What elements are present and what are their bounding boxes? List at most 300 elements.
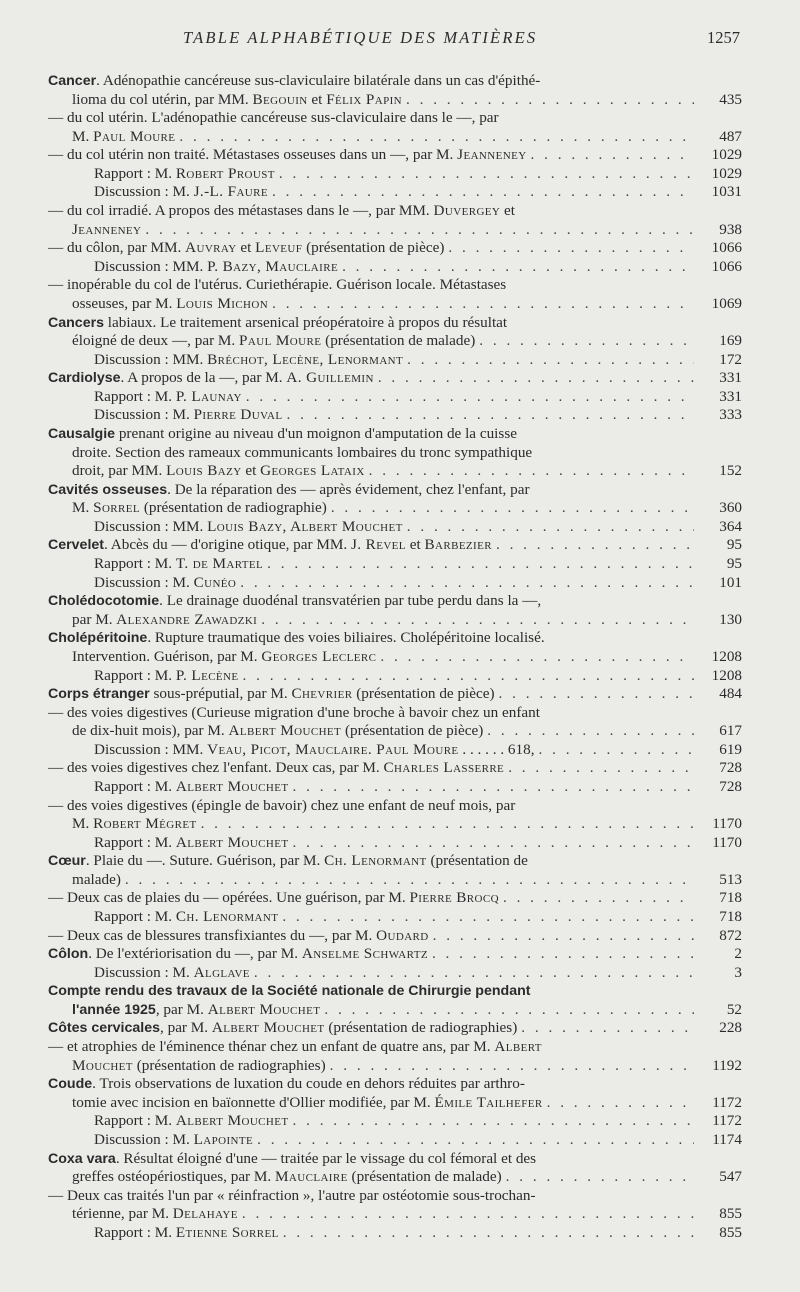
entry-text [48, 1187, 536, 1204]
entry-run: Intervention. Guérison, par M. [72, 647, 262, 665]
index-line [48, 685, 742, 704]
entry-headword: Cervelet [48, 537, 104, 554]
entry-run: M. [72, 815, 94, 833]
entry-text [72, 332, 475, 351]
index-line [48, 1187, 742, 1206]
entry-run: malade) [72, 870, 121, 888]
entry-text [72, 722, 483, 741]
dot-leader [246, 388, 694, 407]
entry-text [94, 834, 289, 853]
page-reference: 1172 [712, 1112, 742, 1130]
entry-run: — Deux cas de blessures transfixiantes du —, par M. [48, 926, 377, 944]
entry-run: . Rupture traumatique des voies biliaires. Cholépéritoine localisé. [147, 629, 545, 647]
entry-text [72, 611, 257, 630]
dot-leader [240, 574, 694, 593]
dot-leader [506, 1168, 694, 1187]
author-name: Lapointe [193, 1130, 254, 1148]
entry-run: Discussion : M. [94, 1130, 194, 1148]
index-line [48, 1168, 742, 1187]
author-name: Auvray [185, 239, 237, 257]
index-line [48, 239, 742, 258]
dot-leader [324, 1001, 694, 1020]
dot-leader [279, 165, 694, 184]
entry-run: — du col irradié. A propos des métastases dans le —, par MM. [48, 202, 434, 220]
page-reference: 718 [719, 908, 742, 926]
page-reference: 872 [719, 926, 742, 944]
entry-text [72, 221, 141, 240]
dot-leader [261, 611, 694, 630]
entry-run: sous-préputial, par M. [149, 685, 292, 703]
author-name: Leveuf [255, 239, 303, 257]
entry-run: Discussion : MM. [94, 350, 208, 368]
entry-run: . A propos de la —, par M. [120, 369, 287, 387]
index-line [48, 815, 742, 834]
index-line [48, 1001, 742, 1020]
entry-run: (présentation de radiographie) [140, 499, 327, 517]
entry-run: de dix-huit mois), par M. [72, 722, 229, 740]
entry-run: et [241, 462, 261, 480]
index-line [48, 592, 742, 611]
entry-text [72, 871, 121, 890]
author-name: Félix Papin [326, 90, 402, 108]
page-reference: 331 [719, 369, 742, 387]
index-line [48, 425, 742, 444]
index-line [48, 518, 742, 537]
entry-text [94, 351, 403, 370]
index-line [48, 982, 742, 1001]
index-line [48, 778, 742, 797]
page-reference: 1208 [711, 647, 742, 665]
author-name: P. Bazy, Mauclaire [207, 257, 339, 275]
dot-leader [267, 555, 694, 574]
index-line [48, 722, 742, 741]
entry-run: (présentation de radiographies) [324, 1019, 518, 1037]
index-line [48, 295, 742, 314]
index-line [48, 852, 742, 871]
entry-text [72, 499, 327, 518]
dot-leader [479, 332, 694, 351]
author-name: Louis Michon [176, 294, 269, 312]
entry-headword: Compte rendu des travaux de la Société nationale de Chirurgie pendant [48, 983, 531, 1000]
entry-headword: Cardiolyse [48, 370, 121, 387]
entry-text [48, 239, 444, 258]
page-reference: 513 [719, 870, 742, 888]
entry-run: Discussion : MM. [94, 517, 208, 535]
author-name: Albert Mouchet [175, 833, 289, 851]
entry-headword: Coxa vara [48, 1150, 116, 1167]
page-reference: 619 [719, 740, 742, 758]
page-reference: 435 [719, 90, 742, 108]
dot-leader [432, 945, 694, 964]
entry-run: Discussion : M. [94, 406, 194, 424]
author-name: Albert Mouchet [207, 1000, 321, 1018]
index-line [48, 964, 742, 983]
index-line [48, 871, 742, 890]
entry-run: , par M. [155, 1000, 208, 1018]
index-line [48, 388, 742, 407]
entry-text [72, 1001, 320, 1020]
index-line [48, 648, 742, 667]
author-name: Anselme Schwartz [301, 945, 428, 963]
author-name: Oudard [376, 926, 429, 944]
entry-run: Rapport : M. [94, 555, 176, 573]
author-name: Chevrier [291, 685, 353, 703]
entry-text [94, 258, 338, 277]
entry-run: . Résultat éloigné d'une — traitée par le vissage du col fémoral et des [115, 1149, 537, 1167]
author-name: Albert Mouchet [175, 1112, 289, 1130]
index-line [48, 1112, 742, 1131]
entry-text [48, 369, 374, 388]
author-name: Georges Leclerc [261, 647, 377, 665]
dot-leader [254, 964, 694, 983]
entry-run: M. [72, 127, 94, 145]
entry-text [48, 109, 499, 126]
dot-leader [282, 908, 694, 927]
dot-leader [531, 146, 694, 165]
entry-headword: Cancer [48, 73, 97, 89]
dot-leader [330, 1057, 694, 1076]
entry-run: et [236, 239, 256, 257]
author-name: Robert Proust [175, 164, 275, 182]
index-line [48, 332, 742, 351]
entry-headword: Coude [48, 1076, 93, 1093]
author-name: Robert Mégret [93, 815, 197, 833]
entry-run: — du côlon, par MM. [48, 239, 186, 257]
author-name: Bréchot, Lecène, Lenormant [207, 350, 404, 368]
author-name: Ch. Lenormant [175, 908, 279, 926]
entry-text [94, 183, 268, 202]
entry-run: droite. Section des rameaux communicants lombaires du tronc sympathique [72, 443, 533, 461]
entry-text [94, 964, 250, 983]
entry-text [72, 295, 268, 314]
entry-text [48, 982, 530, 999]
dot-leader [547, 1094, 694, 1113]
entry-run: tomie avec incision en baïonnette d'Ollier modifiée, par M. [72, 1093, 435, 1111]
dot-leader [508, 759, 694, 778]
entry-text [48, 276, 506, 293]
dot-leader [407, 518, 694, 537]
index-line [48, 314, 742, 333]
entry-run: Rapport : M. [94, 908, 176, 926]
page-reference: 52 [726, 1000, 742, 1018]
dot-leader [145, 221, 694, 240]
author-name: Louis Bazy, Albert Mouchet [207, 517, 403, 535]
author-name: Etienne Sorrel [175, 1223, 279, 1241]
page-reference: 95 [726, 555, 742, 573]
entry-text [48, 685, 495, 704]
entry-text [48, 629, 545, 646]
entry-run: M. [72, 499, 94, 517]
author-name: Ch. Lenormant [324, 852, 427, 870]
index-line [48, 109, 742, 128]
entry-run: labiaux. Le traitement arsenical préopératoire à propos du résultat [104, 313, 508, 331]
page-reference: 1069 [711, 294, 742, 312]
entry-run: Discussion : M. [94, 573, 194, 591]
index-line [48, 72, 742, 91]
entry-run: greffes ostéopériostiques, par M. [72, 1168, 276, 1186]
page-reference: 360 [719, 499, 742, 517]
entry-text [72, 1057, 326, 1076]
dot-leader [499, 685, 694, 704]
entry-run: . Abcès du — d'origine otique, par MM. [104, 536, 351, 554]
entry-text [94, 667, 239, 686]
header-page-number: 1257 [707, 28, 740, 47]
entry-headword: Cholépéritoine [48, 630, 148, 647]
author-name: Mouchet [72, 1056, 133, 1074]
page-reference: 1029 [711, 164, 742, 182]
index-line [48, 927, 742, 946]
index-line [48, 462, 742, 481]
entry-run: . De l'extériorisation du —, par M. [88, 945, 302, 963]
page-reference: 938 [719, 220, 742, 238]
entry-text [48, 1150, 536, 1167]
entry-run: et [500, 202, 516, 220]
entry-text [72, 128, 175, 147]
index-line [48, 834, 742, 853]
dot-leader [293, 1112, 695, 1131]
dot-leader [179, 128, 694, 147]
entry-text [72, 648, 376, 667]
dot-leader [257, 1131, 694, 1150]
author-name: Mauclaire [275, 1168, 348, 1186]
entry-text [94, 388, 242, 407]
entry-text [48, 1038, 542, 1055]
author-name: Barbezier [424, 536, 492, 554]
entry-text [48, 889, 499, 908]
entry-run: (présentation de [426, 852, 528, 870]
author-name: Cunéo [193, 573, 237, 591]
index-line [48, 183, 742, 202]
entry-text [94, 165, 275, 184]
author-name: Jeanneney [72, 220, 142, 238]
index-entries [48, 72, 742, 1242]
index-line [48, 369, 742, 388]
page-reference: 95 [726, 536, 742, 554]
entry-run: . . . . . . 618, [458, 740, 535, 758]
index-line [48, 406, 742, 425]
entry-run: (présentation de malade) [347, 1168, 502, 1186]
index-line [48, 536, 742, 555]
page-reference: 1192 [712, 1056, 742, 1074]
page-reference: 172 [719, 350, 742, 368]
index-line [48, 1205, 742, 1224]
entry-run: (présentation de radiographies) [132, 1056, 326, 1074]
dot-leader [293, 834, 695, 853]
author-name: Louis Bazy [166, 462, 242, 480]
page-reference: 1066 [711, 257, 742, 275]
index-line [48, 1224, 742, 1243]
index-line [48, 481, 742, 500]
page-reference: 152 [719, 462, 742, 480]
index-line [48, 1019, 742, 1038]
page-reference: 484 [719, 685, 742, 703]
page-reference: 1029 [711, 146, 742, 164]
index-line [48, 202, 742, 221]
entry-run: Discussion : M. [94, 963, 194, 981]
index-line [48, 741, 742, 760]
author-name: T. de Martel [175, 555, 264, 573]
entry-run: osseuses, par M. [72, 294, 177, 312]
dot-leader [243, 667, 694, 686]
entry-text [48, 945, 428, 964]
author-name: Albert Mouchet [211, 1019, 325, 1037]
author-name: J.-L. Faure [193, 183, 269, 201]
page-reference: 331 [719, 387, 742, 405]
entry-run: — du col utérin non traité. Métastases osseuses dans un —, par M. [48, 146, 458, 164]
page-reference: 855 [719, 1223, 742, 1241]
entry-text [94, 518, 403, 537]
entry-text [94, 555, 263, 574]
entry-headword: Côtes cervicales [48, 1020, 160, 1037]
page-reference: 1066 [711, 239, 742, 257]
dot-leader [342, 258, 694, 277]
dot-leader [272, 183, 694, 202]
entry-headword: Cavités osseuses [48, 481, 168, 498]
entry-text [48, 759, 504, 778]
page-reference: 1170 [712, 815, 742, 833]
dot-leader [503, 889, 694, 908]
author-name: P. Lecène [175, 666, 239, 684]
author-name: Georges Lataix [260, 462, 365, 480]
entry-run: — Deux cas de plaies du — opérées. Une guérison, par M. [48, 889, 410, 907]
entry-text [72, 91, 402, 110]
entry-run: Rapport : M. [94, 164, 176, 182]
entry-run: Rapport : M. [94, 387, 176, 405]
entry-run: Rapport : M. [94, 1112, 176, 1130]
entry-text [48, 592, 541, 609]
entry-run: — des voies digestives chez l'enfant. Deux cas, par M. [48, 759, 384, 777]
page-reference: 728 [719, 759, 742, 777]
entry-run: Discussion : M. [94, 183, 194, 201]
entry-run: Rapport : M. [94, 777, 176, 795]
entry-run: Rapport : M. [94, 833, 176, 851]
entry-run: . Adénopathie cancéreuse sus-claviculaire bilatérale dans un cas d'épithé- [96, 72, 541, 89]
entry-headword: Côlon [48, 946, 89, 963]
dot-leader [406, 91, 694, 110]
index-line [48, 1150, 742, 1169]
page-reference: 718 [719, 889, 742, 907]
index-line [48, 258, 742, 277]
index-line [48, 1057, 742, 1076]
index-line [48, 945, 742, 964]
entry-text [94, 574, 236, 593]
entry-text [48, 202, 515, 219]
dot-leader [487, 722, 694, 741]
page-reference: 101 [719, 573, 742, 591]
entry-text [48, 481, 530, 498]
index-line [48, 146, 742, 165]
author-name: Jeanneney [457, 146, 527, 164]
entry-text [72, 462, 365, 481]
index-line [48, 276, 742, 295]
entry-run: (présentation de pièce) [302, 239, 445, 257]
entry-run: — inopérable du col de l'utérus. Curiethérapie. Guérison locale. Métastases [48, 276, 507, 294]
entry-run: prenant origine au niveau d'un moignon d'amputation de la cuisse [115, 424, 517, 442]
page-reference: 228 [719, 1019, 742, 1037]
entry-run: (présentation de pièce) [341, 722, 484, 740]
dot-leader [272, 295, 694, 314]
dot-leader [378, 369, 694, 388]
dot-leader [448, 239, 694, 258]
index-line [48, 629, 742, 648]
header-title: TABLE ALPHABÉTIQUE DES MATIÈRES [183, 28, 538, 47]
author-name: Duvergey [433, 202, 501, 220]
entry-text [94, 1131, 253, 1150]
entry-text [48, 927, 429, 946]
index-line [48, 667, 742, 686]
entry-text [48, 314, 507, 331]
author-name: Albert [494, 1038, 542, 1056]
dot-leader [539, 741, 695, 760]
author-name: Delahaye [172, 1205, 238, 1223]
entry-text [94, 1112, 289, 1131]
index-line [48, 165, 742, 184]
author-name: Veau, Picot, Mauclaire. Paul Moure [207, 740, 459, 758]
author-name: Émile Tailhefer [434, 1093, 543, 1111]
index-line [48, 128, 742, 147]
entry-run: — Deux cas traités l'un par « réinfraction », l'autre par ostéotomie sous-trochan- [48, 1186, 536, 1204]
dot-leader [242, 1205, 694, 1224]
page-reference: 1170 [712, 833, 742, 851]
entry-run: Rapport : M. [94, 1223, 176, 1241]
author-name: Charles Lasserre [383, 759, 505, 777]
page-reference: 855 [719, 1205, 742, 1223]
entry-run: lioma du col utérin, par MM. [72, 90, 253, 108]
page-reference: 3 [734, 963, 742, 981]
index-line [48, 611, 742, 630]
page-reference: 169 [719, 332, 742, 350]
entry-run: térienne, par M. [72, 1205, 173, 1223]
entry-text [72, 1205, 238, 1224]
entry-headword: l'année 1925 [72, 1001, 156, 1018]
entry-headword: Cholédocotomie [48, 593, 160, 610]
author-name: Sorrel [93, 499, 141, 517]
entry-text [48, 72, 540, 89]
entry-text [48, 536, 492, 555]
author-name: Pierre Brocq [409, 889, 499, 907]
index-line [48, 759, 742, 778]
entry-run: et [307, 90, 327, 108]
running-header [0, 28, 800, 52]
entry-run: Rapport : M. [94, 666, 176, 684]
entry-run: éloigné de deux —, par M. [72, 332, 240, 350]
index-line [48, 444, 742, 463]
entry-run: . Trois observations de luxation du coude en dehors réduites par arthro- [92, 1075, 525, 1093]
entry-text [48, 852, 528, 869]
author-name: Albert Mouchet [175, 777, 289, 795]
index-line [48, 889, 742, 908]
entry-run: (présentation de pièce) [352, 685, 495, 703]
dot-leader [433, 927, 694, 946]
entry-run: — et atrophies de l'éminence thénar chez un enfant de quatre ans, par M. [48, 1038, 495, 1056]
entry-run: — du col utérin. L'adénopathie cancéreuse sus-claviculaire dans le —, par [48, 109, 499, 127]
author-name: Alglave [193, 963, 250, 981]
dot-leader [331, 499, 694, 518]
entry-run: Discussion : MM. [94, 740, 208, 758]
entry-text [72, 815, 197, 834]
entry-run: . Plaie du —. Suture. Guérison, par M. [85, 852, 325, 870]
dot-leader [201, 815, 694, 834]
dot-leader [369, 462, 694, 481]
index-line [48, 221, 742, 240]
dot-leader [287, 406, 695, 425]
author-name: J. Revel [350, 536, 406, 554]
entry-run: , par M. [160, 1019, 212, 1037]
entry-text [94, 406, 283, 425]
dot-leader [283, 1224, 694, 1243]
page-reference: 333 [719, 406, 742, 424]
author-name: Pierre Duval [193, 406, 283, 424]
